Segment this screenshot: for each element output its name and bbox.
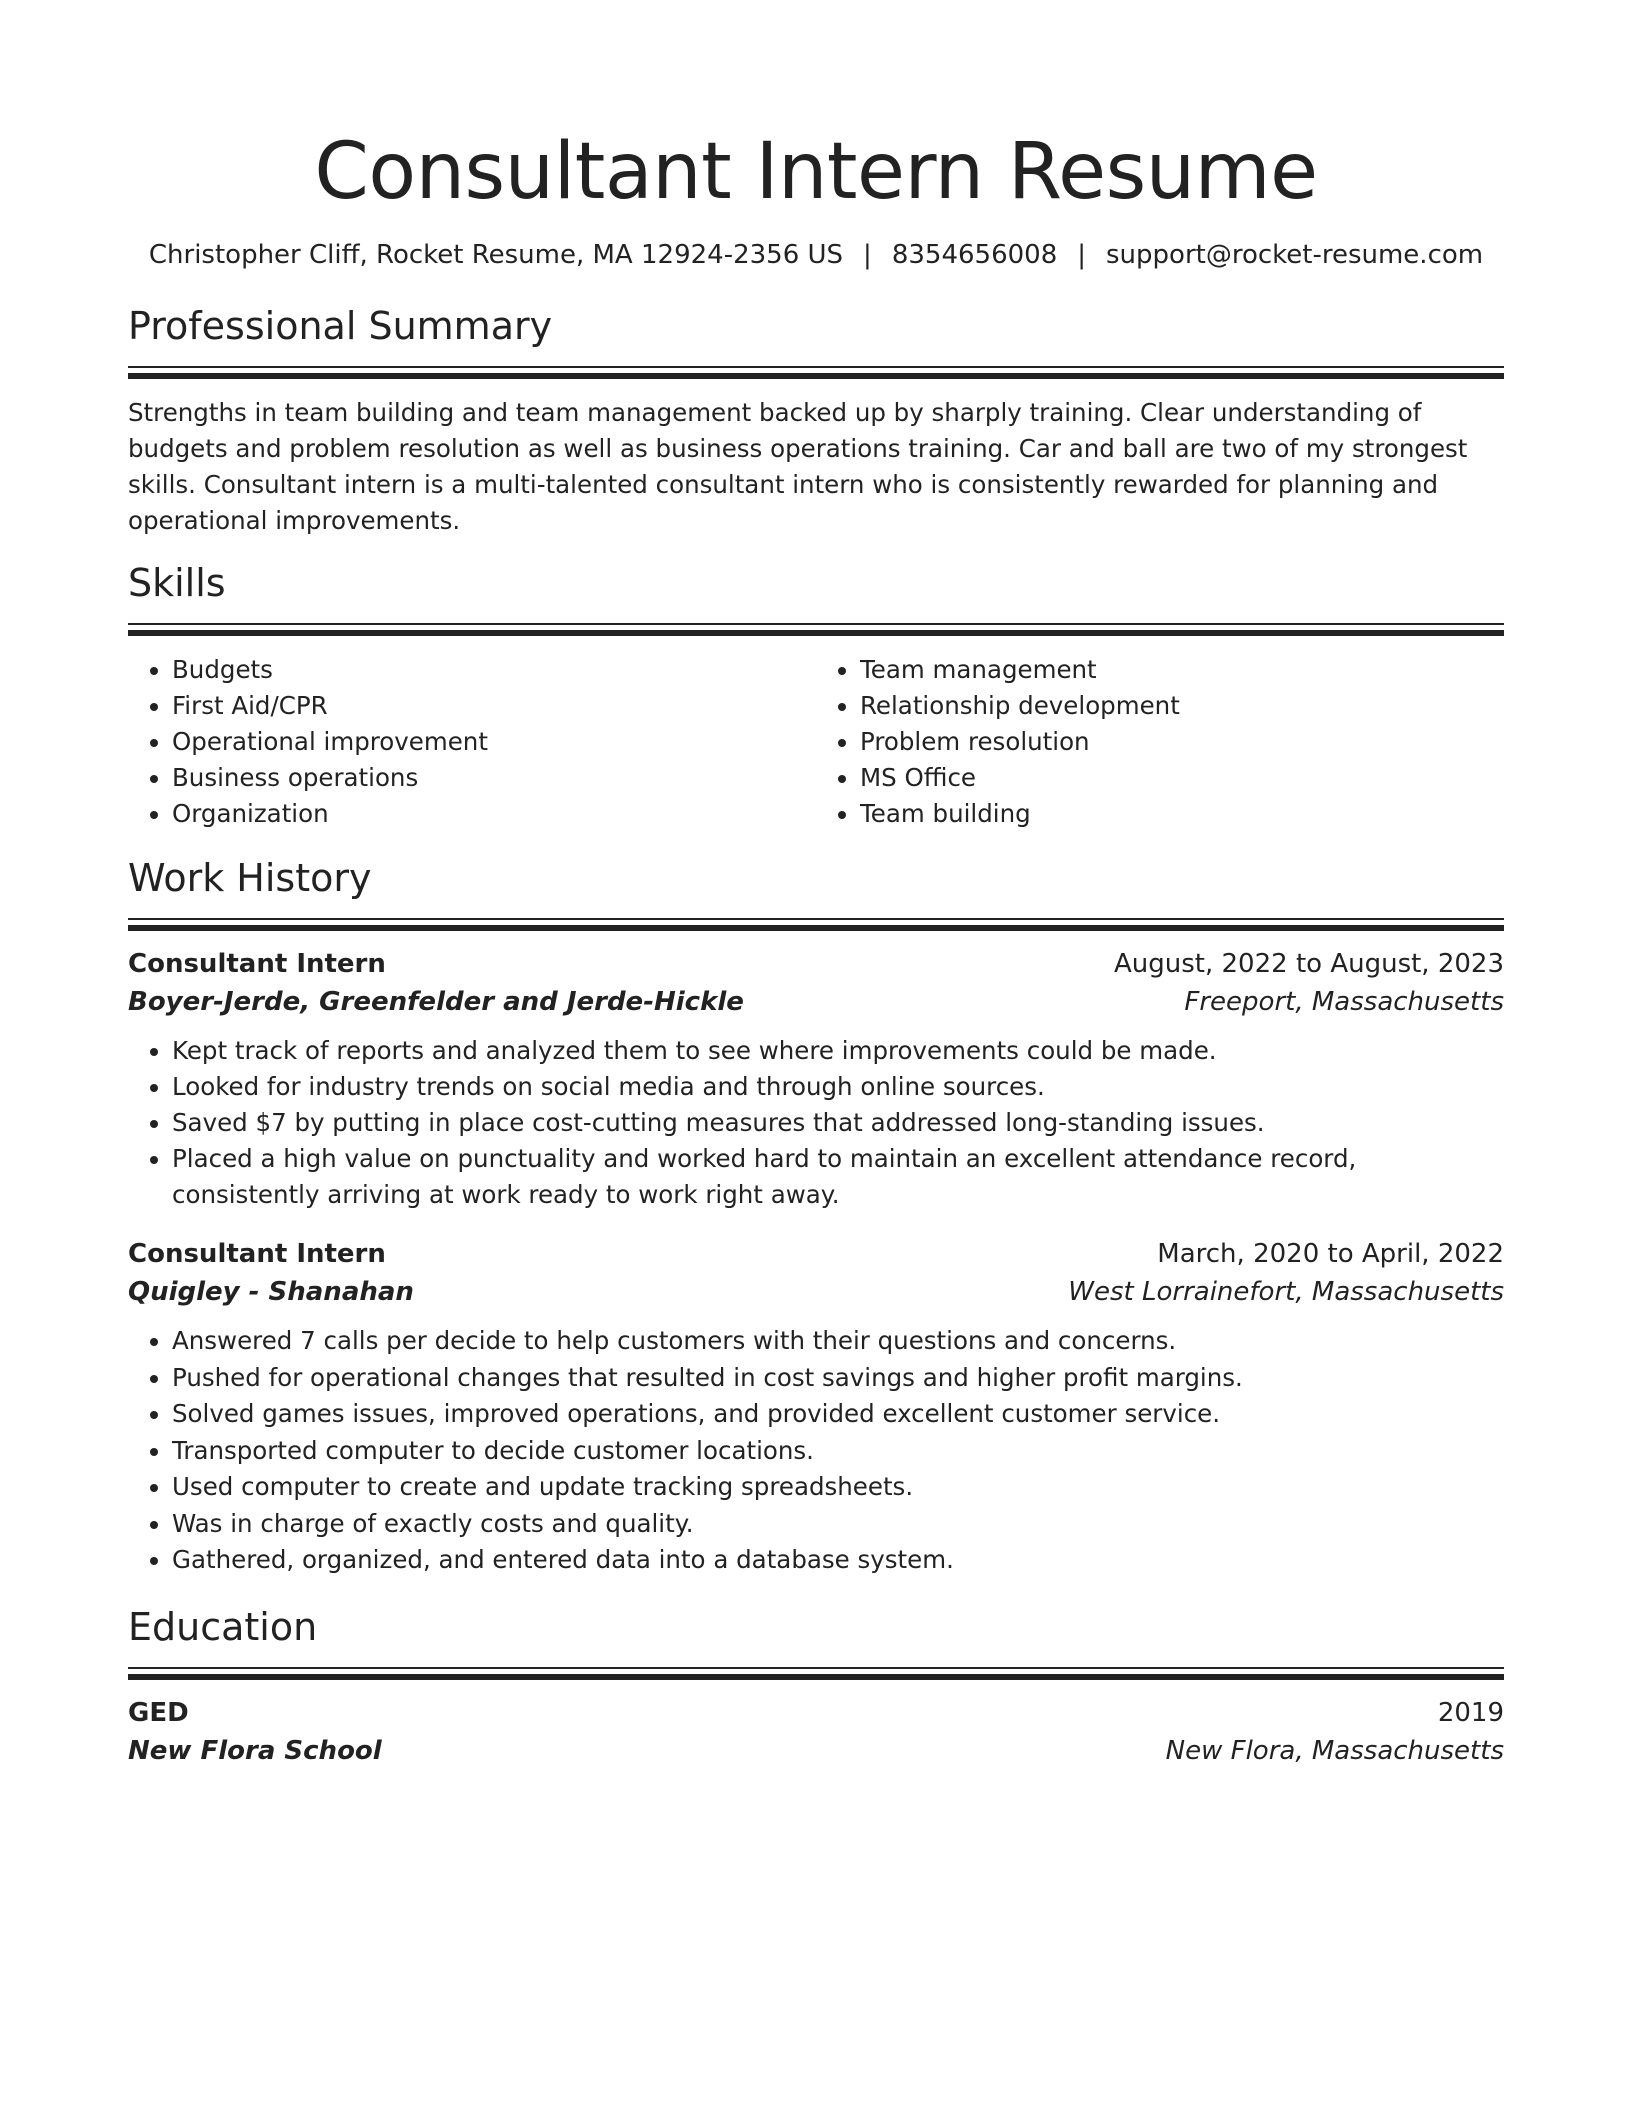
skill-item: • Organization [172,796,816,832]
skills-right-list [816,652,1504,832]
contact-phone: 8354656008 [891,240,1058,270]
job-bullet: • Used computer to create and update tracking spreadsheets. [172,1469,1504,1506]
education-degree: GED [128,1697,189,1728]
job-bullets [128,1323,1504,1579]
job-location: Freeport, Massachusetts [1184,987,1504,1017]
job-entry [128,1235,1504,1579]
job-bullet: • Gathered, organized, and entered data into a database system. [172,1542,1504,1579]
section-divider [128,623,1504,636]
job-bullet: • Transported computer to decide customer locations. [172,1433,1504,1470]
job-entry [128,945,1504,1213]
job-company: Quigley - Shanahan [128,1277,414,1307]
skill-item: • Relationship development [860,688,1504,724]
job-dates: August, 2022 to August, 2023 [1114,949,1504,979]
work-heading: Work History [128,856,372,900]
skills-left-list [128,652,816,832]
skill-item: • Team building [860,796,1504,832]
page-title: Consultant Intern Resume [314,127,1318,217]
job-location: West Lorrainefort, Massachusetts [1068,1277,1504,1307]
education-heading: Education [128,1604,318,1649]
education-school: New Flora School [128,1735,382,1766]
contact-email: support@rocket-resume.com [1106,240,1484,270]
skill-item: • Operational improvement [172,724,816,760]
contact-separator: | [863,240,872,270]
job-bullet: • Kept track of reports and analyzed them to see where improvements could be made. [172,1033,1504,1069]
education-section [128,1603,1504,1770]
education-school-row [128,1732,1504,1770]
job-bullet: • Pushed for operational changes that resulted in cost savings and higher profit margins. [172,1360,1504,1397]
job-bullet: • Answered 7 calls per decide to help customers with their questions and concerns. [172,1323,1504,1360]
section-divider [128,366,1504,379]
contact-address: Christopher Cliff, Rocket Resume, MA 12924-2356 US [148,240,844,270]
skill-item: • Business operations [172,760,816,796]
job-dates: March, 2020 to April, 2022 [1157,1239,1504,1269]
job-bullets [128,1033,1504,1213]
job-bullet: • Placed a high value on punctuality and worked hard to maintain an excellent attendance record, consistently arriving at work ready to work right away. [172,1141,1504,1213]
job-header-row [128,1235,1504,1273]
job-bullet: • Was in charge of exactly costs and quality. [172,1506,1504,1543]
contact-separator: | [1077,240,1086,270]
contact-line [128,238,1504,272]
section-divider [128,918,1504,931]
work-section [128,854,1504,1579]
section-divider [128,1667,1504,1680]
job-bullet: • Solved games issues, improved operations, and provided excellent customer service. [172,1396,1504,1433]
job-bullet: • Saved $7 by putting in place cost-cutting measures that addressed long-standing issues. [172,1105,1504,1141]
education-location: New Flora, Massachusetts [1165,1735,1504,1766]
skills-section [128,559,1504,832]
skills-grid [128,652,1504,832]
summary-text: Strengths in team building and team management backed up by sharply training. Clear understanding of budgets and problem resolution as well as business operations training. Car and ball are two of my strongest skills. Consultant intern is a multi-talented consultant intern who is consistently rewarded for planning and operational improvements. [128,398,1468,535]
education-year: 2019 [1437,1697,1504,1728]
skill-item: • Team management [860,652,1504,688]
summary-section [128,302,1504,539]
skill-item: • MS Office [860,760,1504,796]
job-title: Consultant Intern [128,949,386,979]
job-company-row [128,1273,1504,1311]
job-company-row [128,983,1504,1021]
education-header-row [128,1694,1504,1732]
job-header-row [128,945,1504,983]
education-entry [128,1694,1504,1770]
skill-item: • First Aid/CPR [172,688,816,724]
job-bullet: • Looked for industry trends on social media and through online sources. [172,1069,1504,1105]
skills-heading: Skills [128,561,226,605]
skill-item: • Budgets [172,652,816,688]
skill-item: • Problem resolution [860,724,1504,760]
summary-heading: Professional Summary [128,304,553,348]
job-company: Boyer-Jerde, Greenfelder and Jerde-Hickle [128,987,744,1017]
job-title: Consultant Intern [128,1239,386,1269]
